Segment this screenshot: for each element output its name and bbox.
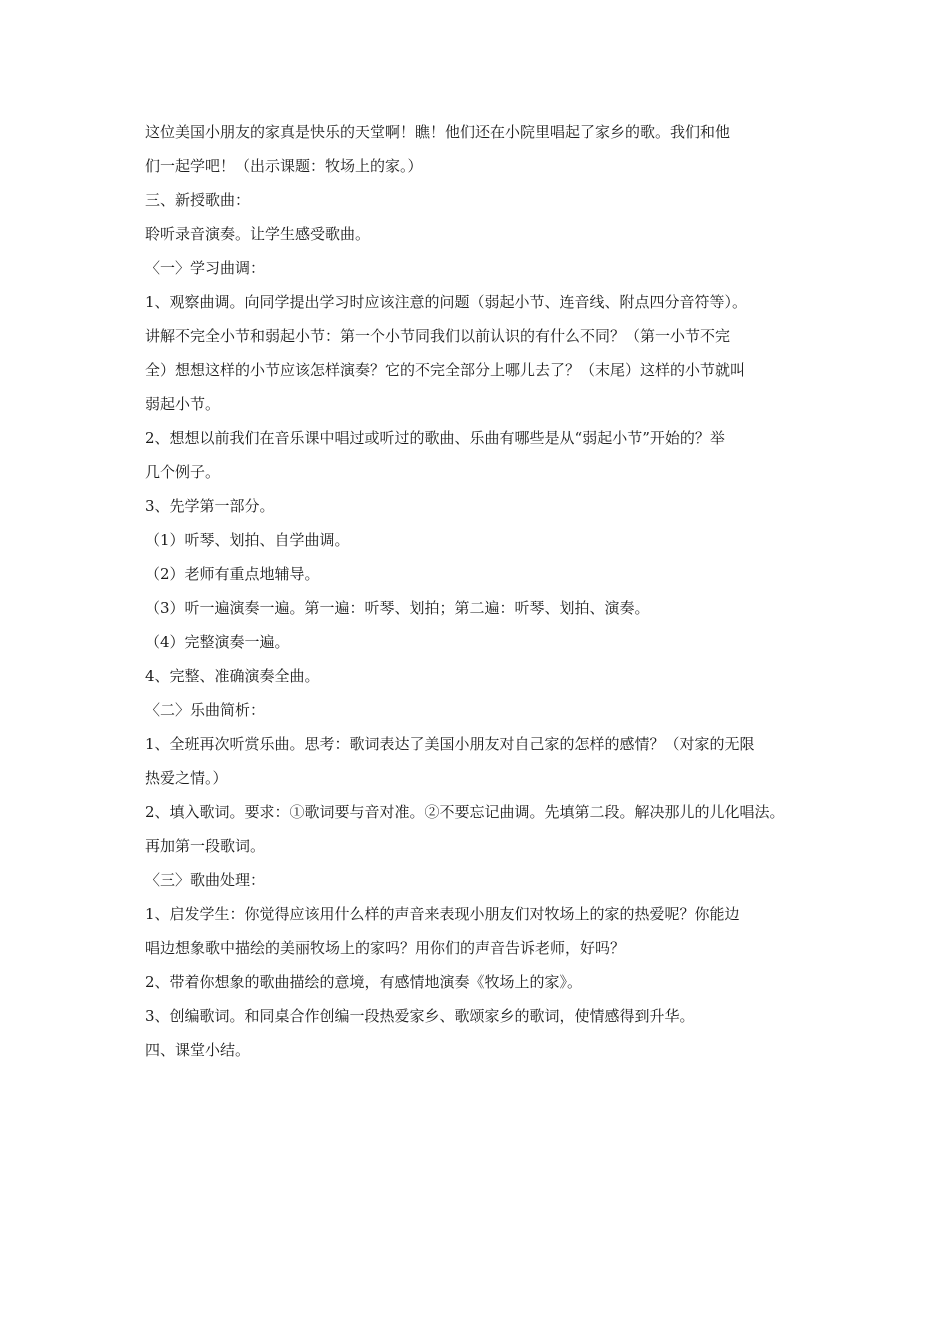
text-line: 3、先学第一部分。 [145, 497, 275, 515]
section-heading: 三、新授歌曲： [145, 191, 251, 209]
text-line: 1、观察曲调。向同学提出学习时应该注意的问题（弱起小节、连音线、附点四分音符等）。 [145, 293, 748, 311]
text-line: 全）想想这样的小节应该怎样演奏？它的不完全部分上哪儿去了？（末尾）这样的小节就叫 [145, 361, 746, 379]
text-line: 再加第一段歌词。 [145, 837, 266, 855]
text-line: 弱起小节。 [145, 395, 221, 413]
text-line: 2、想想以前我们在音乐课中唱过或听过的歌曲、乐曲有哪些是从“弱起小节”开始的？举 [145, 429, 725, 447]
document-body [145, 124, 815, 1059]
text-line: 4、完整、准确演奏全曲。 [145, 667, 320, 685]
text-line: 这位美国小朋友的家真是快乐的天堂啊！瞧！他们还在小院里唱起了家乡的歌。我们和他 [145, 123, 731, 141]
text-line: 3、创编歌词。和同桌合作创编一段热爱家乡、歌颂家乡的歌词，使情感得到升华。 [145, 1007, 695, 1025]
text-line: 2、填入歌词。要求：①歌词要与音对准。②不要忘记曲调。先填第二段。解决那儿的儿化唱法。 [145, 803, 785, 821]
list-item: （1）听琴、划拍、自学曲调。 [145, 531, 350, 549]
text-line: 聆听录音演奏。让学生感受歌曲。 [145, 225, 371, 243]
text-line: 2、带着你想象的歌曲描绘的意境，有感情地演奏《牧场上的家》。 [145, 973, 583, 991]
subsection-heading: 〈三〉歌曲处理： [145, 871, 266, 889]
section-heading: 四、课堂小结。 [145, 1041, 251, 1059]
list-item: （4）完整演奏一遍。 [145, 633, 290, 651]
text-line: 唱边想象歌中描绘的美丽牧场上的家吗？用你们的声音告诉老师，好吗？ [145, 939, 626, 957]
subsection-heading: 〈二〉乐曲简析： [145, 701, 266, 719]
text-line: 讲解不完全小节和弱起小节：第一个小节同我们以前认识的有什么不同？（第一小节不完 [145, 327, 731, 345]
text-line: 热爱之情。） [145, 769, 228, 787]
list-item: （3）听一遍演奏一遍。第一遍：听琴、划拍；第二遍：听琴、划拍、演奏。 [145, 599, 650, 617]
text-line: 们一起学吧！（出示课题：牧场上的家。） [145, 157, 423, 175]
subsection-heading: 〈一〉学习曲调： [145, 259, 266, 277]
text-line: 1、全班再次听赏乐曲。思考：歌词表达了美国小朋友对自己家的怎样的感情？（对家的无限 [145, 735, 755, 753]
text-line: 1、启发学生：你觉得应该用什么样的声音来表现小朋友们对牧场上的家的热爱呢？你能边 [145, 905, 740, 923]
list-item: （2）老师有重点地辅导。 [145, 565, 320, 583]
text-line: 几个例子。 [145, 463, 221, 481]
